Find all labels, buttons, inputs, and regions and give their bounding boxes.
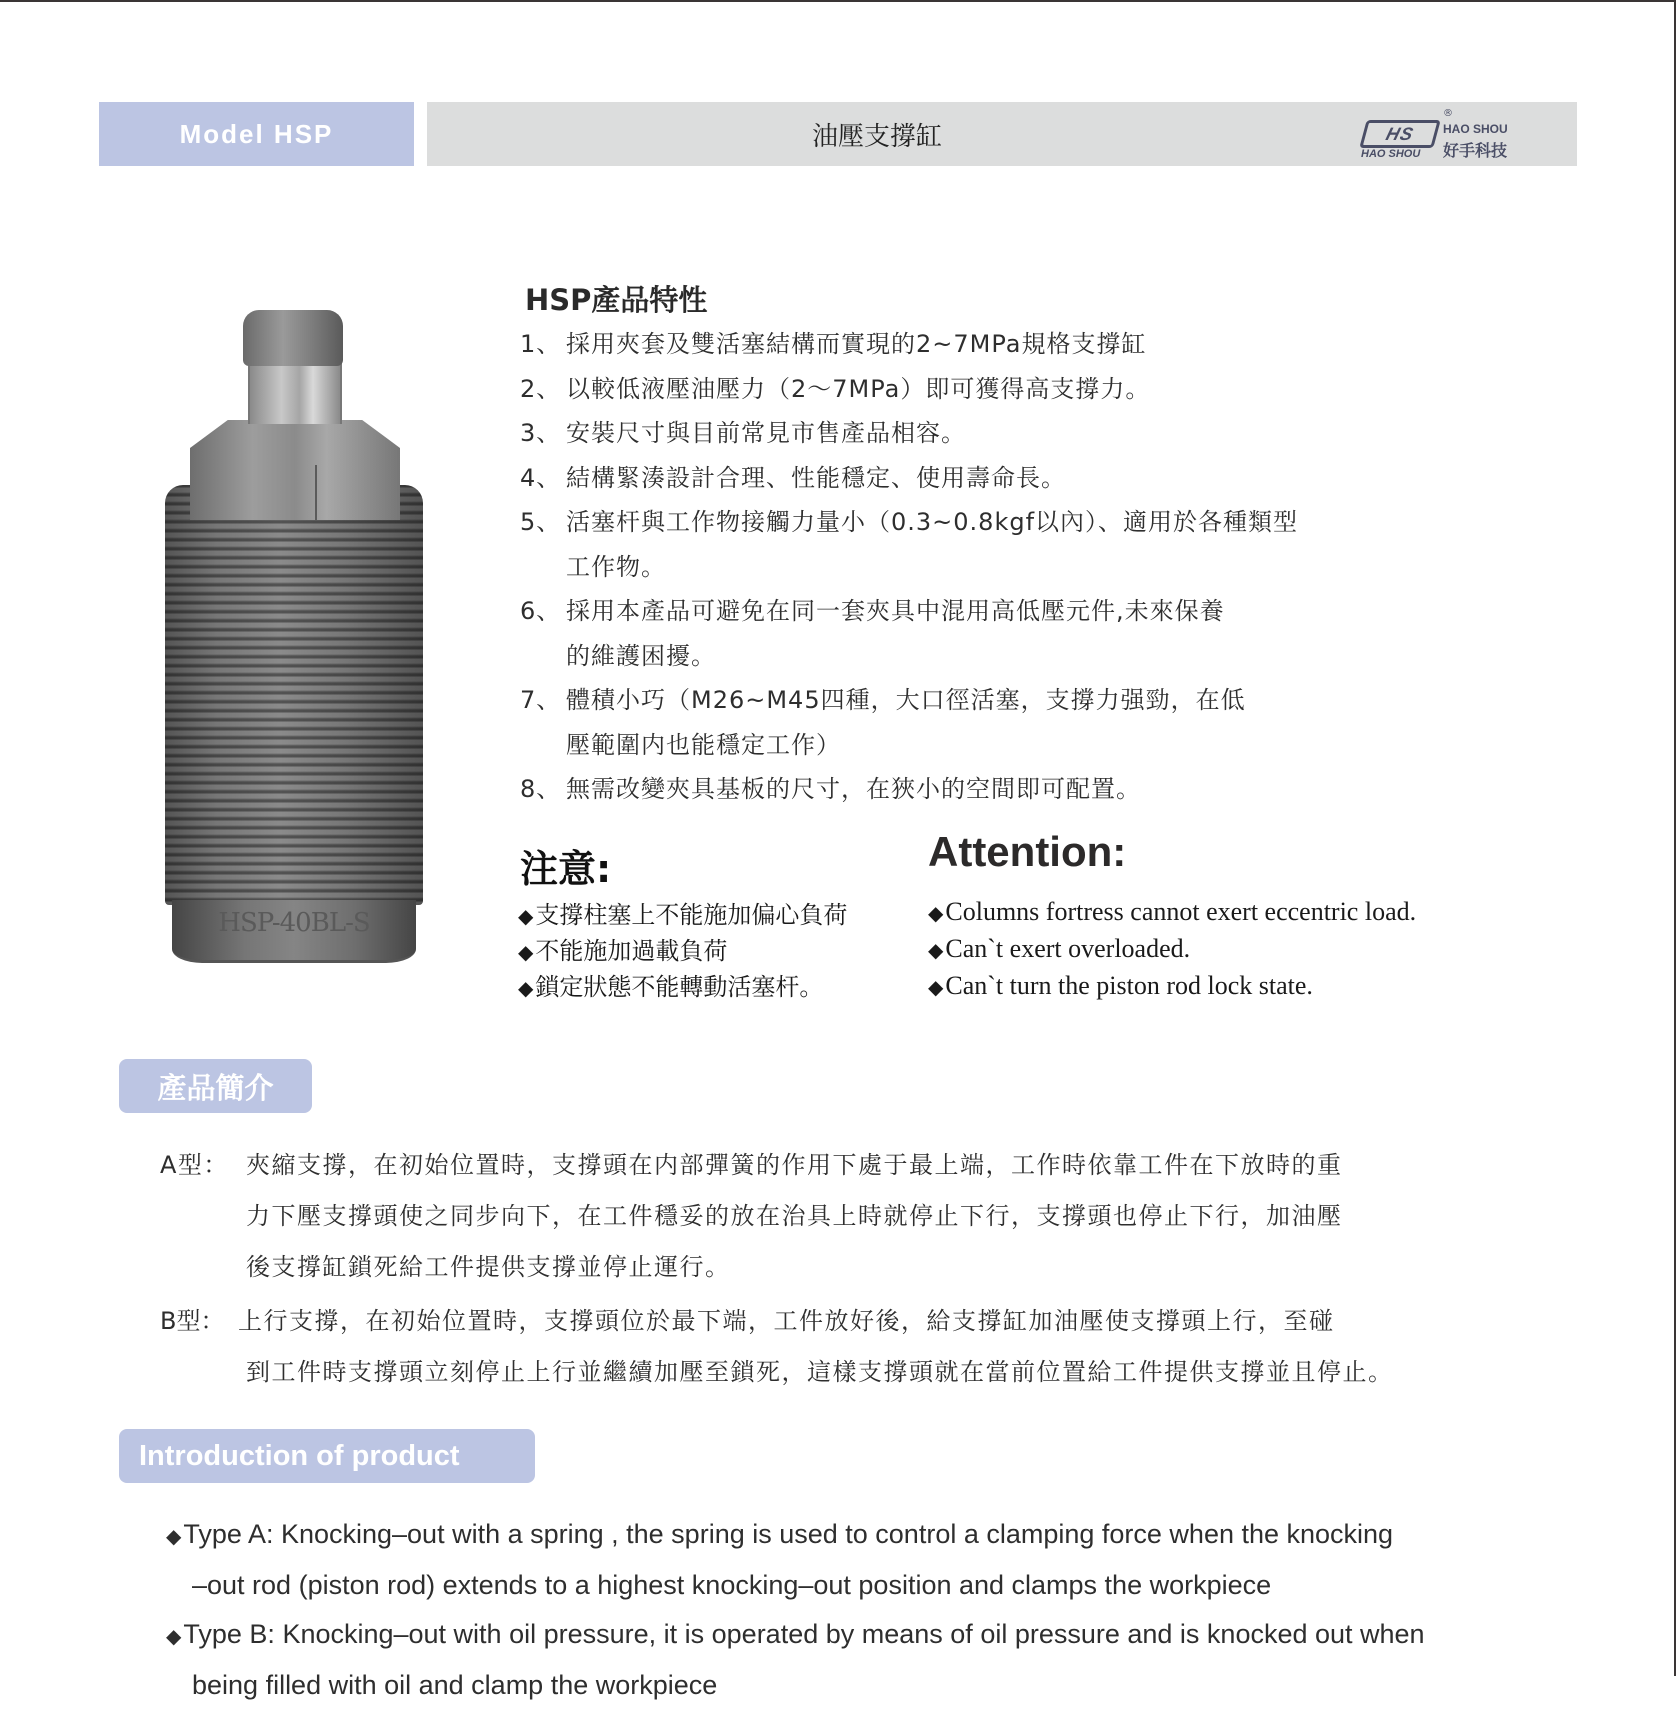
type-b-description-en: ◆Type B: Knocking–out with oil pressure, it is operated by means of oil pressure and is knocked out when being filled with oil and clamp the workpiece xyxy=(166,1619,1425,1700)
attention-item-cn: ◆不能施加過載負荷 xyxy=(518,937,728,965)
diamond-bullet-icon: ◆ xyxy=(518,976,534,1000)
diamond-bullet-icon: ◆ xyxy=(928,938,944,962)
feature-item: 7、 體積小巧（M26~M45四種，大口徑活塞，支撐力强勁，在低 壓範圍内也能穩定工作） xyxy=(520,686,1246,759)
type-a-label: A型： xyxy=(160,1151,229,1179)
features-title: HSP產品特性 xyxy=(525,283,708,317)
attention-title-cn: 注意: xyxy=(520,847,612,891)
diamond-bullet-icon: ◆ xyxy=(928,901,944,925)
feature-item: 5、 活塞杆與工作物接觸力量小（0.3~0.8kgf以內）、適用於各種類型 工作物。 xyxy=(520,508,1299,581)
logo-brand-en: HAO SHOU xyxy=(1443,122,1508,136)
feature-item: 6、 採用本產品可避免在同一套夾具中混用高低壓元件,未來保養 的維護困擾。 xyxy=(520,597,1225,670)
hex-nut-edge xyxy=(315,465,317,520)
type-b-description-cn: B型： 上行支撐，在初始位置時，支撐頭位於最下端，工件放好後，給支撐缸加油壓使支撐頭上行，至碰 到工件時支撐頭立刻停止上行並繼續加壓至鎖死，這樣支撐頭就在當前位置給工件提供支撐並且停止。 xyxy=(160,1296,1580,1398)
feature-item: 4、 結構緊湊設計合理、性能穩定、使用壽命長。 xyxy=(520,463,1066,492)
hs-badge-icon: HS xyxy=(1359,120,1441,148)
features-list xyxy=(520,322,1420,812)
attention-list-en xyxy=(928,894,1416,1005)
cylinder-base xyxy=(172,900,416,963)
product-photo-hydraulic-support-cylinder xyxy=(160,310,430,960)
page-border-top xyxy=(0,0,1676,2)
model-label: Model HSP xyxy=(179,118,334,149)
type-a-description-en: ◆Type A: Knocking–out with a spring , the spring is used to control a clamping force when the knocking –out rod (piston rod) extends to a highest knocking–out position and clamps the workpiece xyxy=(166,1519,1394,1600)
attention-item-en: ◆Can`t exert overloaded. xyxy=(928,934,1191,963)
intro-cn-section xyxy=(160,1140,1580,1398)
section-badge-intro-en: Introduction of product xyxy=(119,1429,535,1483)
feature-item: 2、 以較低液壓油壓力（2～7MPa）即可獲得高支撐力。 xyxy=(520,374,1151,403)
registered-mark-icon: ® xyxy=(1443,108,1453,119)
diamond-bullet-icon: ◆ xyxy=(166,1624,182,1648)
section-badge-intro-cn: 產品簡介 xyxy=(119,1059,312,1113)
diamond-bullet-icon: ◆ xyxy=(928,975,944,999)
attention-list-cn xyxy=(518,898,847,1006)
intro-en-section xyxy=(166,1510,1646,1710)
attention-item-en: ◆Can`t turn the piston rod lock state. xyxy=(928,971,1313,1000)
logo-brand-cn: 好手科技 xyxy=(1443,141,1508,160)
type-a-description-cn: A型： 夾縮支撐，在初始位置時，支撐頭在内部彈簧的作用下處于最上端，工作時依靠工件在下放時的重 力下壓支撐頭使之同步向下，在工件穩妥的放在治具上時就停止下行，支撐頭也停止下行，加油壓 後支撐缸鎖死給工件提供支撐並停止運行。 xyxy=(160,1140,1580,1293)
attention-item-en: ◆Columns fortress cannot exert eccentric load. xyxy=(928,897,1417,926)
piston-rod xyxy=(248,362,342,424)
threaded-body xyxy=(165,485,423,905)
header-title-bar xyxy=(427,102,1577,166)
diamond-bullet-icon: ◆ xyxy=(518,940,534,964)
feature-item: 1、 採用夾套及雙活塞結構而實現的2~7MPa規格支撐缸 xyxy=(520,330,1147,358)
attention-title-en: Attention: xyxy=(928,828,1127,875)
hex-nut xyxy=(190,420,400,520)
type-b-label: B型： xyxy=(160,1307,225,1335)
support-head xyxy=(243,310,343,366)
page-title: 油壓支撐缸 xyxy=(811,121,942,152)
feature-item: 8、 無需改變夾具基板的尺寸，在狹小的空間即可配置。 xyxy=(520,775,1141,803)
model-label-box xyxy=(99,102,414,166)
model-engraving: HSP-40BL-S xyxy=(218,908,370,938)
diamond-bullet-icon: ◆ xyxy=(166,1524,182,1548)
hao-shou-logo xyxy=(1361,110,1511,160)
feature-item: 3、 安裝尺寸與目前常見市售產品相容。 xyxy=(520,419,966,447)
attention-item-cn: ◆支撐柱塞上不能施加偏心負荷 xyxy=(518,901,848,929)
diamond-bullet-icon: ◆ xyxy=(518,904,534,928)
logo-brand-en-small: HAO SHOU xyxy=(1361,148,1421,160)
attention-item-cn: ◆鎖定狀態不能轉動活塞杆。 xyxy=(518,973,824,1001)
